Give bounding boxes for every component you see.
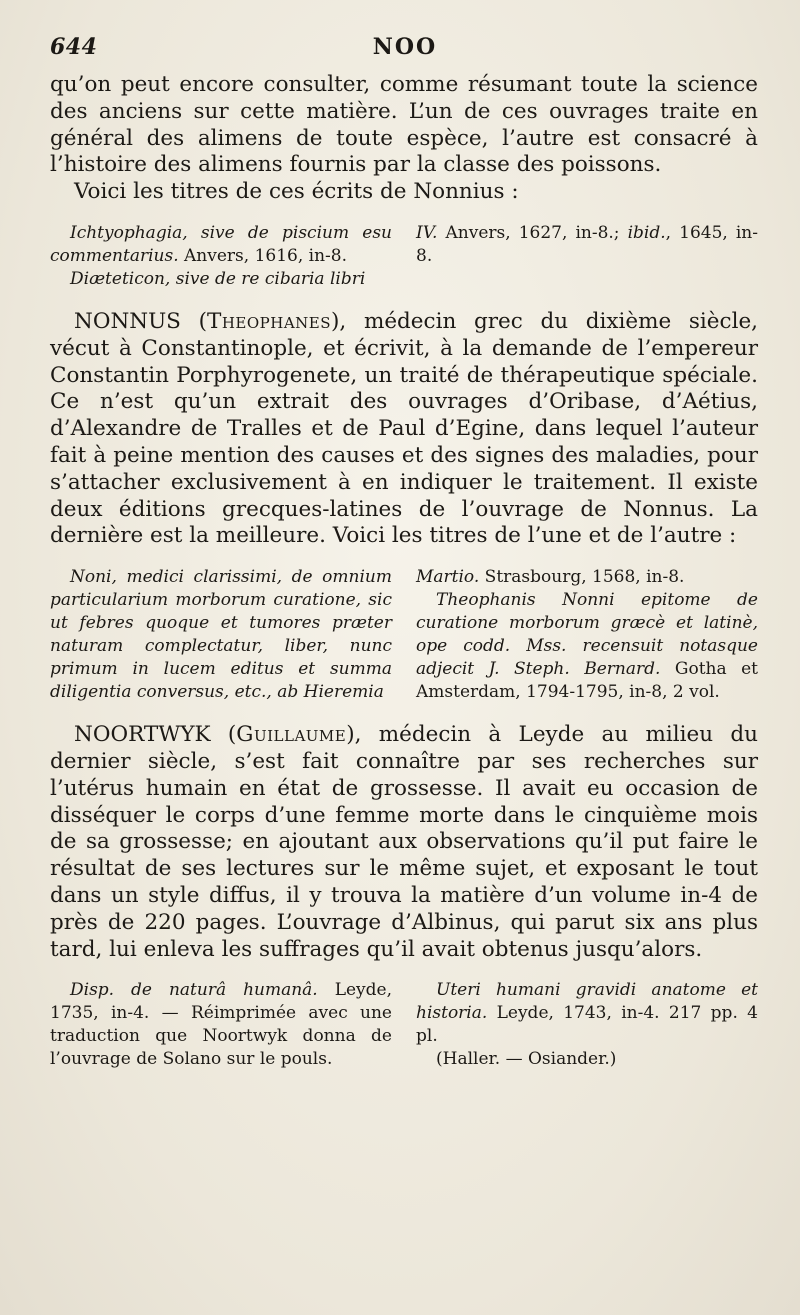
entry-noortwyk: NOORTWYK (Guillaume), médecin à Leyde au milieu du dernier siècle, s’est fait connaître par ses recherches sur l’utérus humain en état de grossesse. Il avait eu occasion de disséquer le corps d’une femme morte dans le cinquième mois de sa grossesse; en ajoutant aux observations qu’il put faire le résultat de ses lectures sur le même sujet, et exposant le tout dans un style diffus, il y trouva la matière d’un volume in-4 de près de 220 pages. L’ouvrage d’Albinus, qui parut six ans plus tard, lui enleva les suffrages qu’il avait obtenus jusqu’alors. (50, 722, 758, 962)
entry-headword: NONNUS (74, 308, 181, 334)
page-header (50, 34, 760, 64)
entry-given-name: Guillaume (236, 722, 347, 748)
bibliography-column-right (416, 222, 758, 291)
bib-entry (50, 268, 392, 291)
intro-paragraph: qu’on peut encore consulter, comme résumant toute la science des anciens sur cette matière. L’un de ces ouvrages traite en général des alimens de toute espèce, l’autre est consacré à l’histoire des alimens fournis par la classe des poissons. (50, 72, 758, 178)
bib-details: Anvers, 1627, in-8.; (437, 222, 628, 243)
bib-details: Gotha et Amsterdam, 1794-1795, in-8, 2 vol. (416, 659, 758, 703)
bibliography-column-left (50, 566, 392, 704)
bib-entry (50, 566, 392, 704)
bibliography-column-left (50, 222, 392, 291)
bib-entry-continued (416, 566, 758, 589)
entry-text: médecin grec du dixième siècle, vécut à Constantinople, et écrivit, à la demande de l’empereur Constantin Porphyrogenete, un traité de thérapeutique spéciale. Ce n’est qu’un extrait des ouvrages d’Oribase, d’Aétius, d’Alexandre de Tralles et de Paul d’Egine, dans lequel l’auteur fait à peine mention des causes et des signes des maladies, pour s’attacher exclusivement à en indiquer le traitement. Il existe deux éditions grecques-latines de l’ouvrage de Nonnus. La dernière est la meilleure. Voici les titres de l’une et de l’autre : (50, 308, 758, 549)
page-body (50, 72, 758, 1089)
nonnius-bibliography (50, 222, 758, 291)
bib-details: Leyde, 1735, in-4. — Réimprimée avec une traduction que Noortwyk donna de l’ouvrage de Solano sur le pouls. (50, 980, 392, 1070)
bib-entry (50, 979, 392, 1071)
bib-title: IV. (416, 222, 438, 243)
bib-entry (50, 222, 392, 268)
bib-title: Disp. de naturâ humanâ. (70, 980, 318, 1001)
bib-title: Martio. (416, 567, 480, 588)
bibliography-column-left (50, 979, 392, 1071)
bib-citation: (Haller. — Osiander.) (436, 1049, 617, 1070)
nonnus-bibliography (50, 566, 758, 704)
bibliography-column-right (416, 979, 758, 1071)
entry-given-name: Theophanes (207, 308, 332, 334)
bibliography-column-right (416, 566, 758, 704)
bib-title: Uteri humani gravidi anatome et historia. (416, 980, 758, 1024)
bib-details: Leyde, 1743, in-4. 217 pp. 4 pl. (416, 1003, 758, 1047)
bib-details: Anvers, 1616, in-8. (178, 245, 347, 266)
bib-entry (416, 979, 758, 1048)
bib-entry-continued (416, 222, 758, 268)
page-number: 644 (50, 34, 98, 60)
bib-details: , 1645, in-8. (416, 222, 758, 266)
bib-ibid: ibid. (627, 222, 666, 243)
running-head: NOO (372, 34, 438, 60)
entry-text: médecin à Leyde au milieu du dernier siècle, s’est fait connaître par ses recherches sur l’utérus humain en état de grossesse. Il avait eu occasion de disséquer le corps d’une femme morte dans le cinquième mois de sa grossesse; en ajoutant aux observations qu’il put faire le résultat de ses lectures sur le même sujet, et exposant le tout dans un style diffus, il y trouva la matière d’un volume in-4 de près de 220 pages. L’ouvrage d’Albinus, qui parut six ans plus tard, lui enleva les suffrages qu’il avait obtenus jusqu’alors. (50, 722, 758, 962)
intro-titles-lead: Voici les titres de ces écrits de Nonnius : (74, 179, 519, 205)
bib-title: Diæteticon, sive de re cibaria libri (70, 268, 366, 289)
bib-title: Theophanis Nonni epitome de curatione morborum græcè et latinè, ope codd. Mss. recensuit notasque adjecit J. Steph. Bernard. (416, 590, 758, 680)
entry-headword: NOORTWYK (74, 722, 211, 748)
bib-title: Noni, medici clarissimi, de omnium particularium morborum curatione, sic ut febres quoque et tumores præter naturam complectatur, liber, nunc primum in lucem editus et summa diligentia conversus, etc., ab Hieremia (50, 567, 392, 703)
bib-details: Strasbourg, 1568, in-8. (479, 567, 685, 588)
noortwyk-bibliography (50, 979, 758, 1071)
bib-entry (416, 589, 758, 704)
entry-nonnus: NONNUS (Theophanes), médecin grec du dixième siècle, vécut à Constantinople, et écrivit, à la demande de l’empereur Constantin Porphyrogenete, un traité de thérapeutique spéciale. Ce n’est qu’un extrait des ouvrages d’Oribase, d’Aétius, d’Alexandre de Tralles et de Paul d’Egine, dans lequel l’auteur fait à peine mention des causes et des signes des maladies, pour s’attacher exclusivement à en indiquer le traitement. Il existe deux éditions grecques-latines de l’ouvrage de Nonnus. La dernière est la meilleure. Voici les titres de l’une et de l’autre : (50, 308, 758, 549)
bib-title: Ichtyophagia, sive de piscium esu commentarius. (50, 222, 392, 266)
